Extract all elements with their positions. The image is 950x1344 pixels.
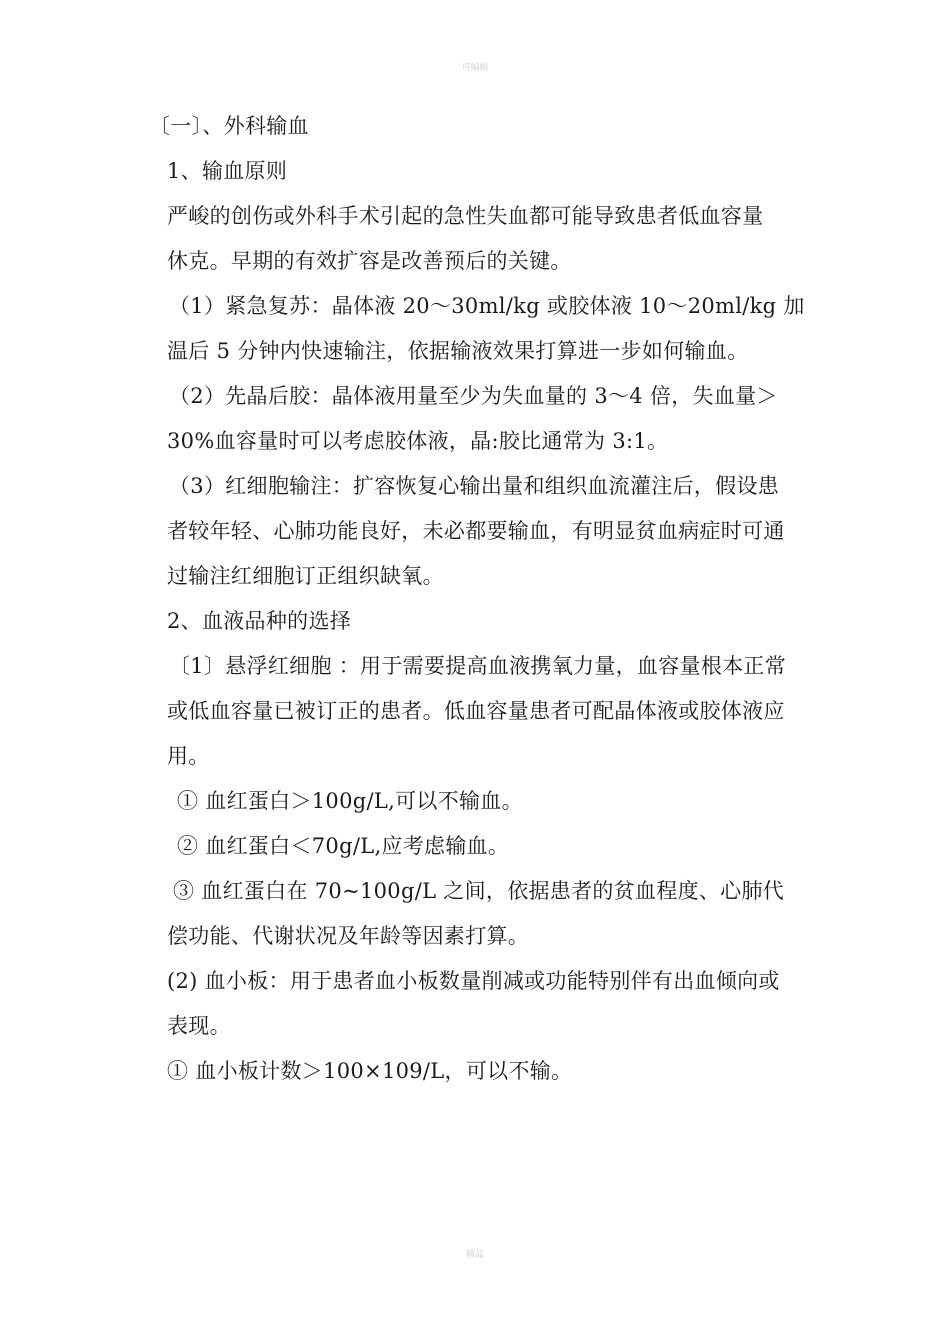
paragraph-line: 偿功能、代谢状况及年龄等因素打算。 bbox=[167, 924, 530, 948]
paragraph-line: 用。 bbox=[167, 744, 210, 768]
paragraph-line: （2）先晶后胶：晶体液用量至少为失血量的 3～4 倍，失血量＞ bbox=[169, 384, 778, 408]
list-item: ① 血小板计数＞100×109/L，可以不输。 bbox=[167, 1059, 573, 1083]
document-body bbox=[149, 104, 822, 1094]
list-item: ② 血红蛋白＜70g/L,应考虑输血。 bbox=[177, 834, 510, 858]
paragraph-line: (2) 血小板：用于患者血小板数量削减或功能特别伴有出血倾向或 bbox=[167, 969, 780, 993]
list-item: ① 血红蛋白＞100g/L,可以不输血。 bbox=[177, 789, 523, 813]
paragraph-line: （1）紧急复苏：晶体液 20～30ml/kg 或胶体液 10～20ml/kg 加 bbox=[169, 294, 805, 318]
paragraph-line: 过输注红细胞订正组织缺氧。 bbox=[167, 564, 444, 588]
paragraph-line: （3）红细胞输注：扩容恢复心输出量和组织血流灌注后，假设患 bbox=[169, 474, 780, 498]
paragraph-line: 休克。早期的有效扩容是改善预后的关键。 bbox=[167, 249, 572, 273]
paragraph-line: 温后 5 分钟内快速输注，依据输液效果打算进一步如何输血。 bbox=[167, 339, 749, 363]
paragraph-line: 严峻的创伤或外科手术引起的急性失血都可能导致患者低血容量 bbox=[167, 204, 764, 228]
watermark-top: 可编辑 bbox=[461, 63, 489, 73]
list-item: ③ 血红蛋白在 70~100g/L 之间，依据患者的贫血程度、心肺代 bbox=[173, 879, 785, 903]
paragraph-line: 〔1〕悬浮红细胞 ：用于需要提高血液携氧力量，血容量根本正常 bbox=[169, 654, 787, 678]
paragraph-line: 30%血容量时可以考虑胶体液，晶:胶比通常为 3:1。 bbox=[167, 429, 669, 453]
section-heading: 〔一〕、外科输血 bbox=[149, 114, 309, 138]
subsection-heading: 1、输血原则 bbox=[167, 159, 288, 183]
paragraph-line: 者较年轻、心肺功能良好，未必都要输血，有明显贫血病症时可通 bbox=[167, 519, 785, 543]
paragraph-line: 或低血容量已被订正的患者。低血容量患者可配晶体液或胶体液应 bbox=[167, 699, 785, 723]
paragraph-line: 表现。 bbox=[167, 1014, 231, 1038]
subsection-heading: 2、血液品种的选择 bbox=[167, 609, 352, 633]
watermark-bottom: 精品 bbox=[465, 1250, 484, 1260]
